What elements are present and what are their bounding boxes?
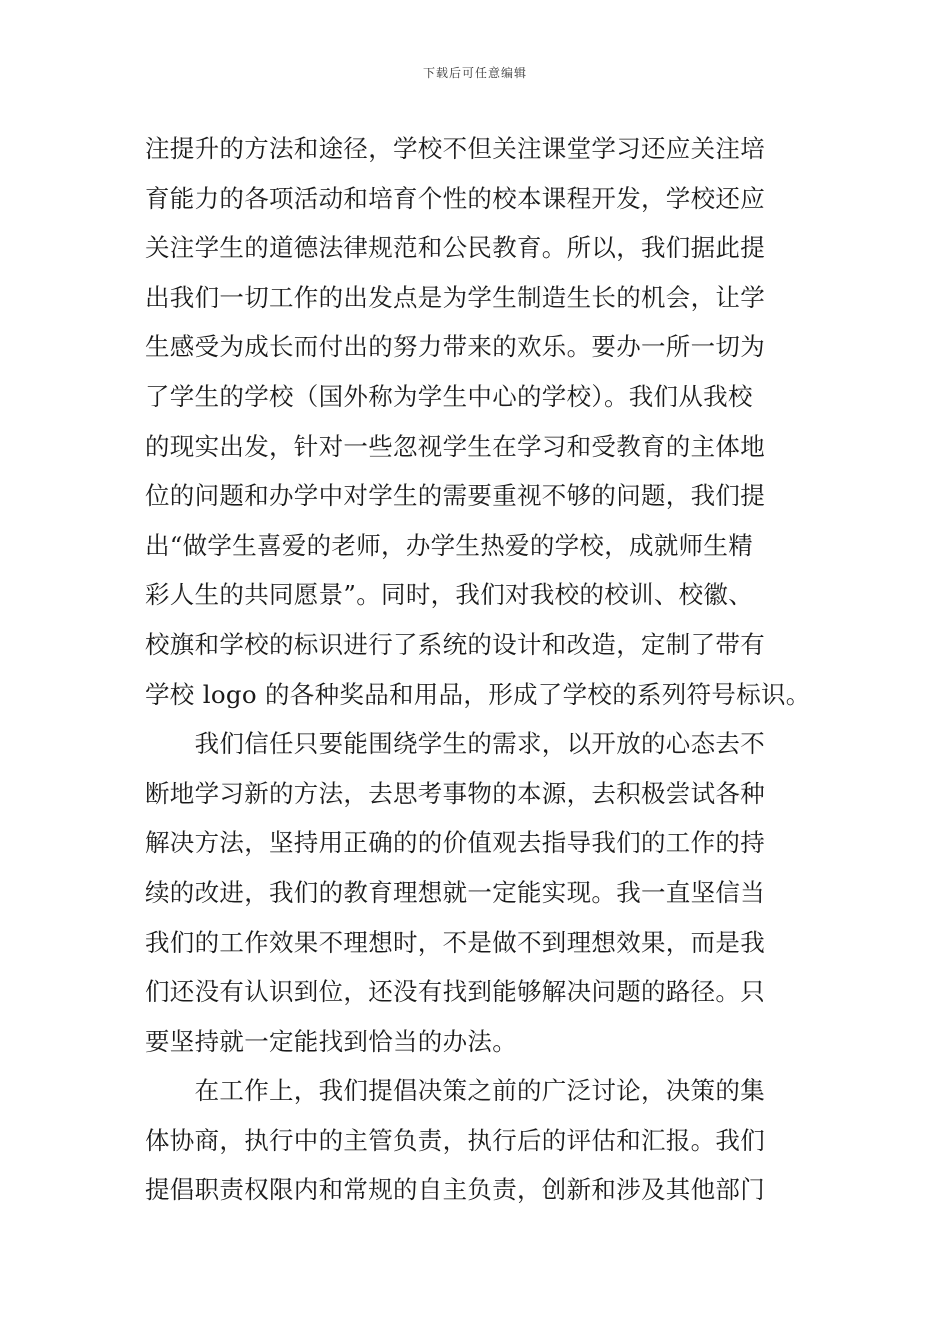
- text-line: 了学生的学校（国外称为学生中心的学校）。我们从我校: [145, 381, 753, 411]
- text-line: 位的问题和办学中对学生的需要重视不够的问题，我们提: [145, 481, 765, 511]
- text-line: 生感受为成长而付出的努力带来的欢乐。要办一所一切为: [145, 332, 765, 362]
- text-line: 出我们一切工作的出发点是为学生制造生长的机会，让学: [145, 282, 765, 312]
- text-line: 提倡职责权限内和常规的自主负责，创新和涉及其他部门: [145, 1175, 765, 1205]
- text-line: 关注学生的道德法律规范和公民教育。所以，我们据此提: [145, 233, 765, 263]
- text-line: 解决方法，坚持用正确的的价值观去指导我们的工作的持: [145, 828, 765, 858]
- text-line: 们还没有认识到位，还没有找到能够解决问题的路径。只: [145, 977, 765, 1007]
- text-line: 学校 logo 的各种奖品和用品，形成了学校的系列符号标识。: [145, 679, 811, 709]
- text-line: 校旗和学校的标识进行了系统的设计和改造，定制了带有: [145, 629, 765, 659]
- text-line: 出“做学生喜爱的老师，办学生热爱的学校，成就师生精: [145, 530, 754, 560]
- text-line: 我们的工作效果不理想时，不是做不到理想效果，而是我: [145, 927, 765, 957]
- text-line: 断地学习新的方法，去思考事物的本源，去积极尝试各种: [145, 778, 765, 808]
- text-line: 体协商，执行中的主管负责，执行后的评估和汇报。我们: [145, 1125, 765, 1155]
- text-line: 续的改进，我们的教育理想就一定能实现。我一直坚信当: [145, 877, 765, 907]
- document-body: [145, 124, 810, 1215]
- text-line: 要坚持就一定能找到恰当的办法。: [145, 1026, 517, 1056]
- text-line: 在工作上，我们提倡决策之前的广泛讨论，决策的集: [145, 1076, 765, 1106]
- text-line: 的现实出发，针对一些忽视学生在学习和受教育的主体地: [145, 431, 765, 461]
- text-line: 注提升的方法和途径，学校不但关注课堂学习还应关注培: [145, 134, 765, 163]
- text-line: 彩人生的共同愿景”。同时，我们对我校的校训、校徽、: [145, 580, 754, 610]
- text-line: 育能力的各项活动和培育个性的校本课程开发，学校还应: [145, 183, 765, 213]
- text-line: 我们信任只要能围绕学生的需求，以开放的心态去不: [145, 729, 765, 759]
- header-note: 下载后可任意编辑: [422, 66, 527, 80]
